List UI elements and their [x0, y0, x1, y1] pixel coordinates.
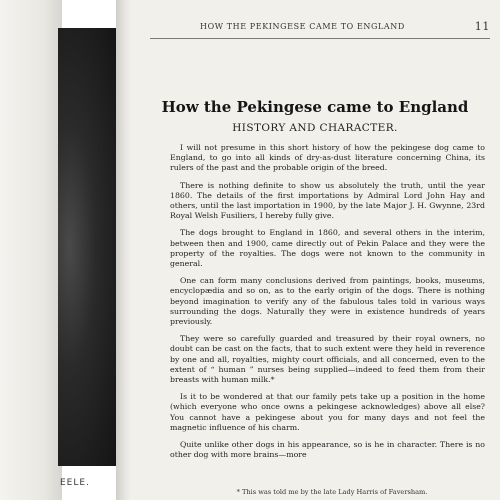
running-head — [200, 22, 490, 31]
body-text — [170, 143, 485, 467]
page-number: 11 — [474, 20, 490, 33]
book-page — [130, 0, 500, 500]
footnote: * This was told me by the late Lady Harris of Faversham. — [236, 488, 428, 496]
paragraph: One can form many conclusions derived from paintings, books, museums, encyclopædia and so on, as to the early origin of the dogs. There is nothing beyond imagination to verify any of the fabulous tales told in various ways surrounding the dogs. Naturally they were in existence hundreds of years previously. — [170, 276, 485, 327]
paragraph: I will not presume in this short history of how the pekingese dog came to England, to go into all kinds of dry-as-dust literature concerning China, its rulers of the past and the probable origin of the breed. — [170, 143, 485, 173]
chapter-title: How the Pekingese came to England — [161, 98, 469, 116]
paragraph: There is nothing definite to show us absolutely the truth, until the year 1860. The details of the first importations by Admiral Lord John Hay and others, until the last importation in 1900, by the late Major J. H. Gwynne, 23rd Royal Welsh Fusiliers, I hereby fully give. — [170, 180, 485, 221]
plate-caption: EELE. — [60, 478, 90, 488]
paragraph: Quite unlike other dogs in his appearance, so is he in character. There is no other dog with more brains—more — [170, 440, 485, 460]
paragraph: They were so carefully guarded and treasured by their royal owners, no doubt can be cast on the facts, that to such extent were they held in reverence by one and all, royalties, mighty court officials, and all concerned, even to the extent of “ human ” nurses being supplied—indeed to feed them from their breasts with human milk.* — [170, 334, 485, 385]
paragraph: Is it to be wondered at that our family pets take up a position in the home (which everyone who once owns a pekingese acknowledges) above all else? You cannot have a pekingese about you for many days and not feel the magnetic influence of his charm. — [170, 392, 485, 432]
paragraph: The dogs brought to England in 1860, and several others in the interim, between then and 1900, came directly out of Pekin Palace and they were the property of the royalties. The dogs were not known to the community in general. — [170, 228, 485, 269]
header-rule — [150, 38, 490, 39]
photo-plate — [58, 28, 116, 466]
left-page — [0, 0, 62, 500]
running-title: HOW THE PEKINGESE CAME TO ENGLAND — [200, 22, 405, 31]
chapter-subtitle: HISTORY AND CHARACTER. — [232, 122, 398, 134]
